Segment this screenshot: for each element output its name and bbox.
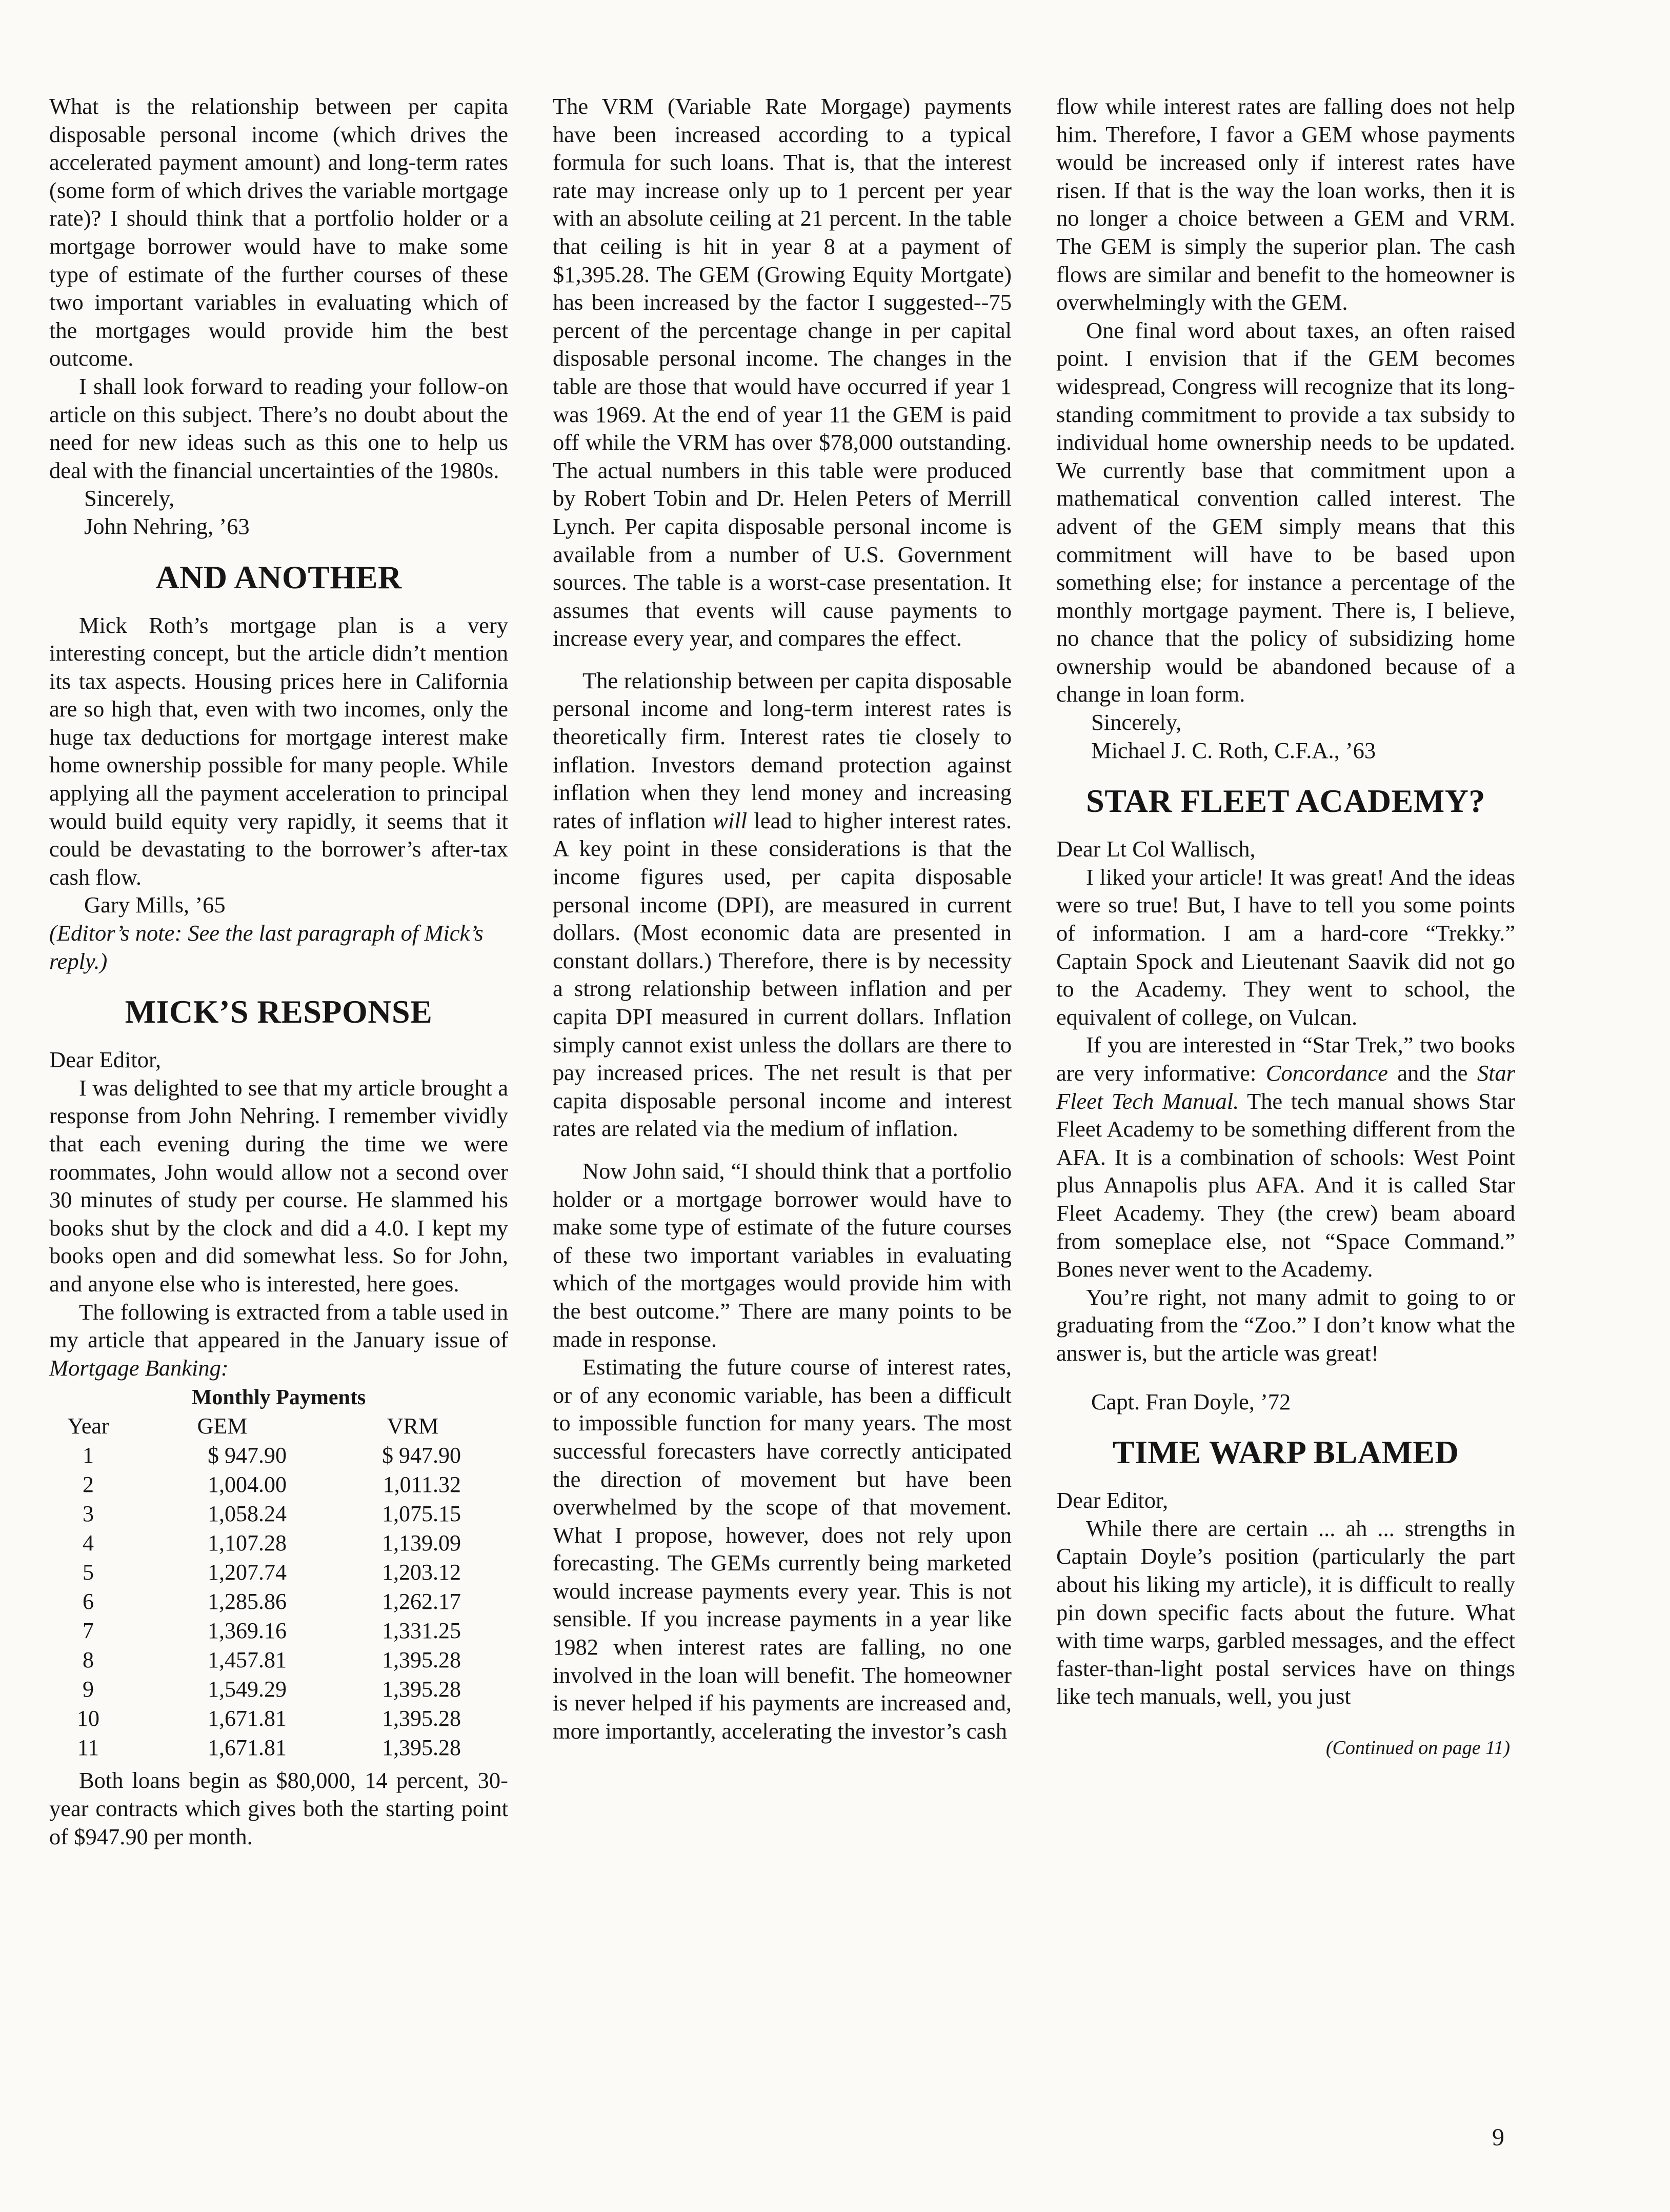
- timewarp-salutation: Dear Editor,: [1056, 1487, 1169, 1513]
- table-row: [49, 1587, 508, 1616]
- roth-closing: Sincerely,: [1091, 709, 1182, 735]
- continued-note: (Continued on page 11): [1325, 1737, 1510, 1759]
- star-fleet-heading: STAR FLEET ACADEMY?: [1086, 783, 1485, 820]
- doyle-signature: Capt. Fran Doyle, ’72: [1091, 1388, 1291, 1414]
- gem-cell: 1,058.24: [208, 1501, 287, 1527]
- concordance-title: Concordance: [1265, 1060, 1388, 1086]
- taxes-paragraph: One final word about taxes, an often raised point. I envision that if the GEM becomes widespread, Congress will recognize that its long-standing commitment to provide a tax subsidy to individual home ownership needs to be updated. We currently base that commitment upon a mathematical convention called interest. The advent of the GEM simply means that this commitment will have to be based upon something else; for instance a percentage of the monthly mortgage payment. There is, I believe, no chance that the policy of subsidizing home ownership would be abandoned because of a change in loan form.: [1056, 317, 1515, 707]
- nehring-signature: John Nehring, ’63: [84, 513, 250, 539]
- response-paragraph-3: Both loans begin as $80,000, 14 percent, 30-year contracts which gives both the starting point of $947.90 per month.: [49, 1767, 508, 1849]
- relationship-paragraph: [553, 667, 1012, 1143]
- vrm-gem-paragraph: The VRM (Variable Rate Morgage) payments have been increased according to a typical formula for such loans. That is, that the interest rate may increase only up to 1 percent per year with an absolute ceiling at 21 percent. In the table that ceiling is hit in year 8 at a payment of $1,395.28. The GEM (Growing Equity Mortgate) has been increased by the factor I suggested--75 percent of the percentage change in per capital disposable personal income. The changes in the table are those that would have occurred if year 1 was 1969. At the end of year 11 the GEM is paid off while the VRM has over $78,000 outstanding. The actual numbers in this table were produced by Robert Tobin and Dr. Helen Peters of Merrill Lynch. Per capita disposable personal income is available from a number of U.S. Government sources. The table is a worst-case presentation. It assumes that events will cause payments to increase every year, and compares the effect.: [553, 93, 1012, 651]
- tech-manual-title: Star Fleet Tech Manual.: [1056, 1060, 1515, 1114]
- year-cell: 11: [77, 1735, 99, 1761]
- gem-cell: $ 947.90: [208, 1443, 287, 1468]
- response-paragraph-2: [49, 1298, 508, 1382]
- starfleet-paragraph-2: [1056, 1031, 1515, 1283]
- year-cell: 10: [77, 1706, 99, 1731]
- table-row: [49, 1616, 508, 1645]
- year-cell: 3: [83, 1501, 94, 1527]
- vrm-cell: 1,395.28: [382, 1706, 461, 1731]
- vrm-cell: 1,395.28: [382, 1735, 461, 1761]
- table-row: [49, 1558, 508, 1587]
- gem-cell: 1,549.29: [208, 1677, 287, 1702]
- vrm-header: VRM: [387, 1413, 439, 1439]
- timewarp-paragraph: While there are certain ... ah ... strengths in Captain Doyle’s position (particularly the part about his liking my article), it is difficult to really pin down specific facts about the future. What with time warps, garbled messages, and the effect faster-than-light postal services have on things like tech manuals, well, you just: [1056, 1515, 1515, 1709]
- gem-cell: 1,207.74: [208, 1560, 287, 1585]
- starfleet-p2-text-3: The tech manual shows Star Fleet Academy to be something different from the AFA. It is a combination of schools: West Point plus Annapolis plus AFA. And it is called Star Fleet Academy. They (the crew) beam aboard from someplace else, not “Space Command.” Bones never went to the Academy.: [1056, 1088, 1515, 1282]
- mortgage-banking-title: Mortgage Banking:: [49, 1354, 229, 1381]
- table-row: [49, 1441, 508, 1470]
- monthly-payments-table: [49, 1411, 508, 1762]
- vrm-cell: 1,075.15: [382, 1501, 461, 1527]
- table-row: [49, 1528, 508, 1558]
- vrm-cell: 1,011.32: [383, 1472, 461, 1498]
- year-cell: 2: [83, 1472, 94, 1498]
- table-row: [49, 1675, 508, 1704]
- editor-note: (Editor’s note: See the last paragraph of Mick’s reply.): [49, 920, 484, 974]
- vrm-cell: 1,395.28: [382, 1647, 461, 1673]
- response-salutation: Dear Editor,: [49, 1047, 162, 1073]
- nehring-letter-paragraph-2: I shall look forward to reading your follow-on article on this subject. There’s no doubt about the need for new ideas such as this one to help us deal with the financial uncertainties of the 1980s.: [49, 373, 508, 483]
- starfleet-p2-text-1: If you are interested in “Star Trek,” two books are very informative:: [1056, 1032, 1515, 1086]
- relationship-emphasis: will: [713, 807, 748, 833]
- nehring-closing: Sincerely,: [84, 485, 175, 511]
- table-row: [49, 1645, 508, 1675]
- table-row: [49, 1733, 508, 1762]
- payments-table-body: [49, 1441, 508, 1762]
- year-cell: 5: [83, 1560, 94, 1585]
- year-cell: 7: [83, 1618, 94, 1644]
- response-paragraph-2-text: The following is extracted from a table used in my article that appeared in the January issue of: [49, 1299, 508, 1353]
- year-cell: 8: [83, 1647, 94, 1673]
- nehring-letter-paragraph-1: What is the relationship between per capita disposable personal income (which drives the accelerated payment amount) and long-term rates (some form of which drives the variable mortgage rate)? I should think that a portfolio holder or a mortgage borrower would have to make some type of estimate of the further courses of these two important variables in evaluating which of the mortgages would provide him the best outcome.: [49, 93, 508, 371]
- gem-header: GEM: [197, 1413, 248, 1439]
- micks-response-heading: MICK’S RESPONSE: [125, 993, 433, 1030]
- year-cell: 6: [83, 1589, 94, 1615]
- table-header-row: [49, 1411, 508, 1441]
- vrm-cell: 1,395.28: [382, 1677, 461, 1702]
- roth-signature: Michael J. C. Roth, C.F.A., ’63: [1091, 737, 1376, 763]
- cash-flow-paragraph: flow while interest rates are falling does not help him. Therefore, I favor a GEM whose payments would be increased only if interest rates have risen. If that is the way the loan works, then it is no longer a choice between a GEM and VRM. The GEM is simply the superior plan. The cash flows are similar and benefit to the homeowner is overwhelmingly with the GEM.: [1056, 93, 1515, 315]
- year-header: Year: [67, 1413, 109, 1439]
- starfleet-p2-text-2: and the: [1387, 1060, 1477, 1086]
- year-cell: 9: [83, 1677, 94, 1702]
- time-warp-heading: TIME WARP BLAMED: [1112, 1434, 1459, 1471]
- gem-cell: 1,671.81: [208, 1735, 287, 1761]
- starfleet-paragraph-3: You’re right, not many admit to going to or graduating from the “Zoo.” I don’t know what the answer is, but the article was great!: [1056, 1284, 1515, 1366]
- and-another-heading: AND ANOTHER: [155, 559, 402, 595]
- gem-cell: 1,285.86: [208, 1589, 287, 1615]
- starfleet-paragraph-1: I liked your article! It was great! And the ideas were so true! But, I have to tell you some points of information. I am a hard-core “Trekky.” Captain Spock and Lieutenant Saavik did not go to the Academy. They went to school, the equivalent of college, on Vulcan.: [1056, 864, 1515, 1030]
- vrm-cell: 1,139.09: [382, 1530, 461, 1556]
- response-paragraph-1: I was delighted to see that my article brought a response from John Nehring. I remember vividly that each evening during the time we were roommates, John would allow not a second over 30 minutes of study per course. He slammed his books shut by the clock and did a 4.0. I kept my books open and did somewhat less. So for John, and anyone else who is interested, here goes.: [49, 1074, 508, 1297]
- mills-signature: Gary Mills, ’65: [84, 892, 226, 918]
- payments-table-caption: Monthly Payments: [191, 1386, 366, 1410]
- vrm-cell: 1,331.25: [382, 1618, 461, 1644]
- page-number: 9: [1492, 2124, 1504, 2151]
- gem-cell: 1,457.81: [208, 1647, 287, 1673]
- gem-cell: 1,671.81: [208, 1706, 287, 1731]
- vrm-cell: 1,203.12: [382, 1560, 461, 1585]
- table-row: [49, 1470, 508, 1499]
- table-row: [49, 1499, 508, 1528]
- year-cell: 1: [83, 1443, 94, 1468]
- vrm-cell: 1,262.17: [382, 1589, 461, 1615]
- relationship-text-2: lead to higher interest rates. A key point in these considerations is that the income figures used, per capita disposable personal income (DPI), are measured in current dollars. (Most economic data are presented in constant dollars.) Therefore, there is by necessity a strong relationship between inflation and per capita DPI measured in current dollars. Inflation simply cannot exist unless the dollars are there to pay increased prices. The net result is that per capita disposable personal income and interest rates are related via the medium of inflation.: [553, 807, 1012, 1142]
- relationship-text-1: The relationship between per capita disposable personal income and long-term interest rates is theoretically firm. Interest rates tie closely to inflation. Investors demand protection against inflation when they lend money and increasing rates of inflation: [553, 667, 1012, 833]
- starfleet-salutation: Dear Lt Col Wallisch,: [1056, 836, 1256, 862]
- gem-cell: 1,369.16: [208, 1618, 287, 1644]
- vrm-cell: $ 947.90: [382, 1443, 461, 1468]
- estimating-paragraph: Estimating the future course of interest rates, or of any economic variable, has been a difficult to impossible function for many years. The most successful forecasters have correctly anticipated the direction of movement but have been overwhelmed by the scope of that movement. What I propose, however, does not rely upon forecasting. The GEMs currently being marketed would increase payments every year. This is not sensible. If you increase payments in a year like 1982 when interest rates are falling, no one involved in the loan will benefit. The homeowner is never helped if his payments are increased and, more importantly, accelerating the investor’s cash: [553, 1354, 1012, 1744]
- gem-cell: 1,004.00: [208, 1472, 287, 1498]
- table-row: [49, 1704, 508, 1733]
- column-2: [553, 92, 1012, 1745]
- mills-letter-paragraph: Mick Roth’s mortgage plan is a very interesting concept, but the article didn’t mention its tax aspects. Housing prices here in California are so high that, even with two incomes, only the huge tax deductions for mortgage interest make home ownership possible for many people. While applying all the payment acceleration to principal would build equity very rapidly, it seems that it could be devastating to the borrower’s after-tax cash flow.: [49, 612, 508, 890]
- year-cell: 4: [83, 1530, 94, 1556]
- gem-cell: 1,107.28: [208, 1530, 287, 1556]
- john-said-paragraph: Now John said, “I should think that a portfolio holder or a mortgage borrower would have to make some type of estimate of the future courses of these two important variables in evaluating which of the mortgages would provide him with the best outcome.” There are many points to be made in response.: [553, 1158, 1012, 1352]
- column-3: [1056, 92, 1515, 1761]
- column-1: [49, 92, 508, 1850]
